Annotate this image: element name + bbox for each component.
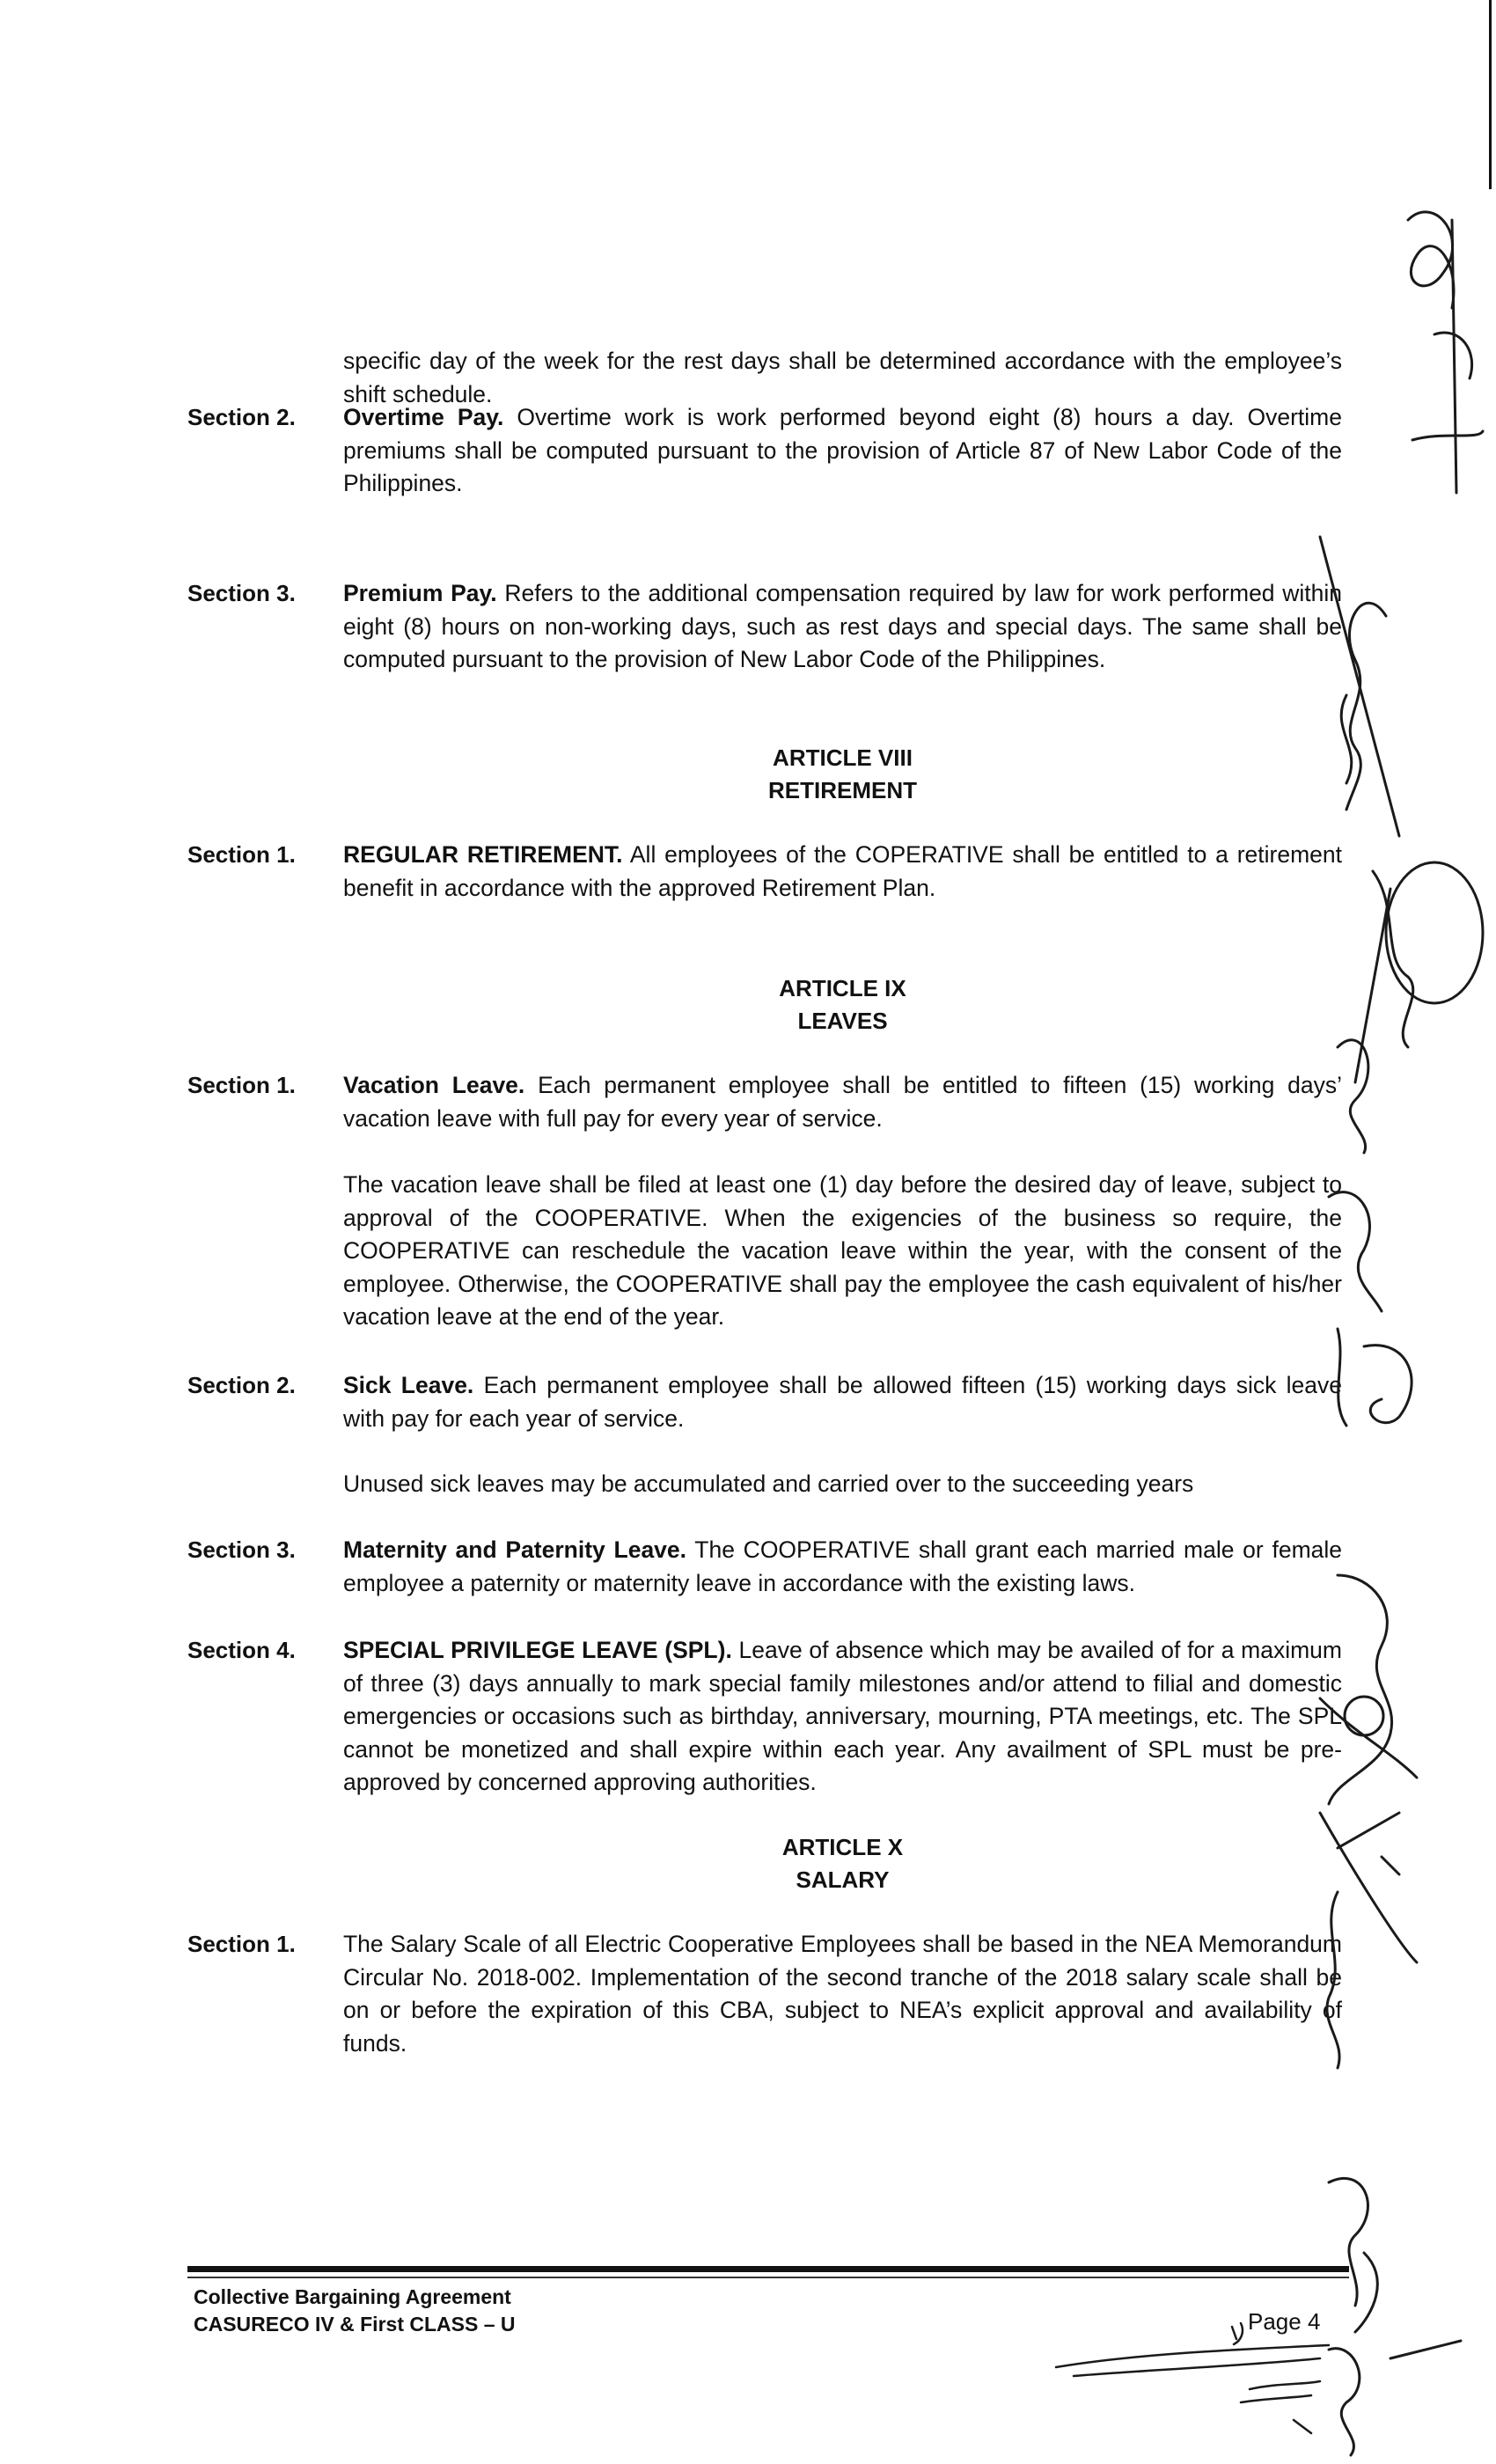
section-premium-pay [343,577,1342,677]
section-lead: REGULAR RETIREMENT. [343,841,623,868]
section-special-privilege-leave [343,1634,1342,1800]
section-label: Section 3. [187,580,296,606]
sick-leave-paragraph: Unused sick leaves may be accumulated and carried over to the succeeding years [343,1470,1194,1497]
section-lead: Vacation Leave. [343,1072,525,1098]
footer-rule [187,2266,1349,2272]
section-label: Section 1. [187,841,296,868]
section-label: Section 1. [187,1072,296,1098]
section-text: All employees of the COPERATIVE shall be entitled to a retirement benefit in accordance with the approved Retirement Plan. [343,841,1342,901]
section-text: Overtime work is work performed beyond eight (8) hours a day. Overtime premiums shall be computed pursuant to the provision of Article 87 of New Labor Code of the Philippines. [343,404,1342,496]
section-label: Section 3. [187,1536,296,1563]
margin-rule [1489,0,1492,189]
article-number: ARTICLE X [781,1834,904,1860]
section-salary-scale: The Salary Scale of all Electric Cooperative Employees shall be based in the NEA Memorandum Circular No. 2018-002. Implementation of the second tranche of the 2018 salary scale shall be on or before the expiration of this CBA, subject to NEA’s explicit approval and availability of funds. [343,1931,1342,2057]
section-lead: Sick Leave. [343,1372,474,1398]
section-text: Leave of absence which may be availed of for a maximum of three (3) days annually to mark special family milestones and/or attend to filial and domestic emergencies or occasions such as birthday, anniversary, mourning, PTA meetings, etc. The SPL cannot be monetized and shall expire within each year. Any availment of SPL must be pre-approved by concerned approving authorities. [343,1637,1342,1795]
article-number: ARTICLE IX [779,975,906,1001]
section-regular-retirement [343,839,1342,905]
footer-rule-thin [187,2277,1349,2278]
handwritten-signatures-icon [1302,202,1487,2464]
section-text: Each permanent employee shall be entitled to fifteen (15) working days’ vacation leave with full pay for every year of service. [343,1072,1342,1132]
vacation-leave-paragraph: The vacation leave shall be filed at least one (1) day before the desired day of leave, subject to approval of the COOPERATIVE. When the exigencies of the business so require, the COOPERATIVE can reschedule the vacation leave within the year, with the consent of the employee. Otherwise, the COOPERATIVE shall pay the employee the cash equivalent of his/her vacation leave at the end of the year. [343,1171,1342,1330]
section-vacation-leave [343,1069,1342,1135]
section-sick-leave [343,1369,1342,1435]
section-text: The COOPERATIVE shall grant each married male or female employee a paternity or maternity leave in accordance with the existing laws. [343,1536,1343,1596]
section-lead: Overtime Pay. [343,404,504,430]
section-label: Section 2. [187,404,296,430]
section-label: Section 2. [187,1372,296,1398]
article-heading [343,1831,1342,1896]
section-overtime-pay [343,401,1342,501]
section-label: Section 1. [187,1931,296,1957]
article-heading [343,972,1342,1038]
section-text: Each permanent employee shall be allowed fifteen (15) working days sick leave with pay for each year of service. [343,1372,1342,1432]
article-title: SALARY [796,1866,890,1893]
article-title: LEAVES [797,1008,888,1034]
section-maternity-paternity-leave [343,1534,1342,1600]
article-number: ARTICLE VIII [773,744,913,771]
footer-title: Collective Bargaining Agreement [194,2285,511,2308]
section-lead: Maternity and Paternity Leave. [343,1536,687,1563]
section-text: Refers to the additional compensation required by law for work performed within eight (8) hours on non-working days, such as rest days and special days. The same shall be computed pursuant to the provision of New Labor Code of the Philippines. [343,580,1343,672]
section-label: Section 4. [187,1637,296,1663]
page-number: Page 4 [1248,2308,1321,2335]
article-title: RETIREMENT [768,777,917,803]
section-lead: Premium Pay. [343,580,497,606]
footer-parties: CASURECO IV & First CLASS – U [194,2313,516,2336]
footer-initials-icon [1003,2314,1373,2446]
article-heading [343,742,1342,807]
section-lead: SPECIAL PRIVILEGE LEAVE (SPL). [343,1637,732,1663]
continuation-text: specific day of the week for the rest days shall be determined accordance with the employee’s shift schedule. [343,348,1342,407]
